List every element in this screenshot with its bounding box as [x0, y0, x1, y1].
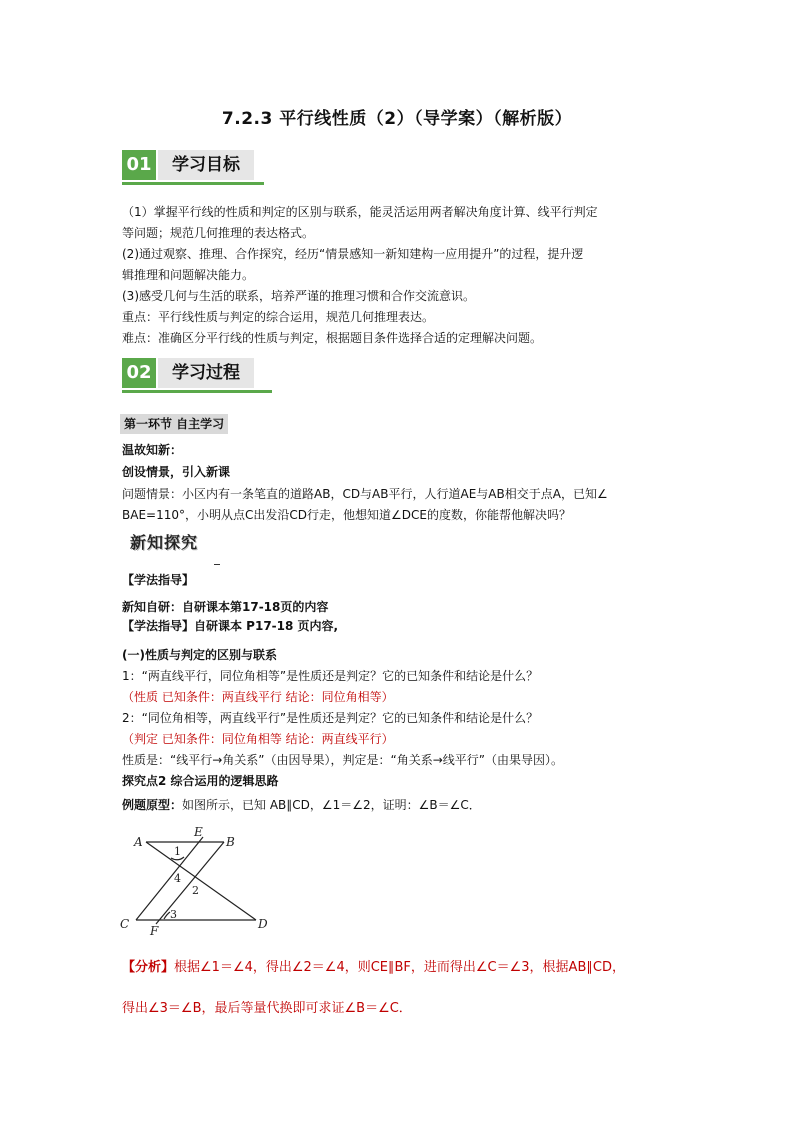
angle-label-2: 2 — [192, 884, 199, 897]
angle-label-4: 4 — [174, 872, 181, 885]
self-study-line: 新知自研：自研课本第17-18页的内容 — [122, 600, 329, 614]
divider-dash — [214, 564, 220, 565]
objective-line: 等问题；规范几何推理的表达格式。 — [122, 226, 315, 240]
guide-label: 【学法指导】 — [122, 573, 195, 587]
section-header-process — [122, 358, 272, 394]
section-name: 学习目标 — [158, 150, 254, 180]
objective-line: (3)感受几何与生活的联系，培养严谨的推理习惯和合作交流意识。 — [122, 289, 476, 303]
section-name: 学习过程 — [158, 358, 254, 388]
problem-text: 问题情景：小区内有一条笔直的道路AB，CD与AB平行，人行道AE与AB相交于点A，已知∠ — [122, 487, 608, 501]
objective-line: 辑推理和问题解决能力。 — [122, 268, 255, 282]
review-label: 温故知新： — [122, 443, 183, 457]
section-number: 02 — [122, 358, 156, 388]
objectives-block — [122, 202, 598, 349]
problem-line — [122, 484, 608, 505]
segment-ad — [146, 842, 256, 920]
section-header-objectives — [122, 150, 264, 186]
explore-heading: 探究点2 综合运用的逻辑思路 — [122, 774, 279, 788]
analysis-line: 得出∠3＝∠B，最后等量代换即可求证∠B＝∠C． — [122, 1001, 412, 1016]
question-2: 2：“同位角相等，两直线平行”是性质还是判定？它的已知条件和结论是什么？ — [122, 711, 539, 725]
part-title: (一)性质与判定的区别与联系 — [122, 648, 277, 662]
example-prefix: 例题原型： — [122, 798, 183, 812]
analysis-line — [122, 957, 625, 979]
objective-line: （1）掌握平行线的性质和判定的区别与联系，能灵活运用两者解决角度计算、线平行判定 — [122, 205, 598, 219]
label-c: C — [120, 917, 130, 931]
summary-line: 性质是：“线平行→角关系”（由因导果），判定是：“角关系→线平行”（由果导因）。 — [122, 753, 563, 767]
answer-2: （判定 已知条件：同位角相等 结论：两直线平行） — [122, 732, 394, 746]
analysis-text: 根据∠1＝∠4，得出∠2＝∠4，则CE∥BF，进而得出∠C＝∠3，根据AB∥CD， — [174, 960, 625, 975]
stage-label: 第一环节 自主学习 — [120, 414, 228, 434]
label-e: E — [194, 825, 203, 839]
label-a: A — [134, 835, 143, 849]
problem-line: BAE=110°，小明从点C出发沿CD行走，他想知道∠DCE的度数，你能帮他解决吗？ — [122, 508, 571, 522]
key-point: 重点：平行线性质与判定的综合运用，规范几何推理表达。 — [122, 310, 435, 324]
geometry-figure — [116, 824, 276, 936]
section-underline — [122, 390, 272, 393]
example-line — [122, 795, 481, 816]
label-d: D — [258, 917, 268, 931]
section-underline — [122, 182, 264, 185]
page-title: 7.2.3 平行线性质（2）（导学案）（解析版） — [221, 109, 573, 129]
question-1: 1：“两直线平行，同位角相等”是性质还是判定？它的已知条件和结论是什么？ — [122, 669, 539, 683]
guide-line: 【学法指导】自研课本 P17-18 页内容, — [122, 619, 339, 633]
label-b: B — [226, 835, 235, 849]
new-knowledge-heading: 新知探究 — [130, 533, 199, 552]
answer-1: （性质 已知条件：两直线平行 结论：同位角相等） — [122, 690, 394, 704]
scenario-label: 创设情景，引入新课 — [122, 465, 231, 479]
analysis-tag: 【分析】 — [122, 960, 175, 975]
label-f: F — [150, 924, 159, 936]
difficulty-point: 难点：准确区分平行线的性质与判定，根据题目条件选择合适的定理解决问题。 — [122, 331, 543, 345]
angle-label-1: 1 — [174, 845, 181, 858]
section-number: 01 — [122, 150, 156, 180]
example-text: 如图所示，已知 AB∥CD，∠1＝∠2，证明：∠B＝∠C． — [182, 798, 481, 812]
angle-label-3: 3 — [170, 908, 177, 921]
objective-line: (2)通过观察、推理、合作探究，经历“情景感知一新知建构一应用提升”的过程，提升逻 — [122, 247, 584, 261]
